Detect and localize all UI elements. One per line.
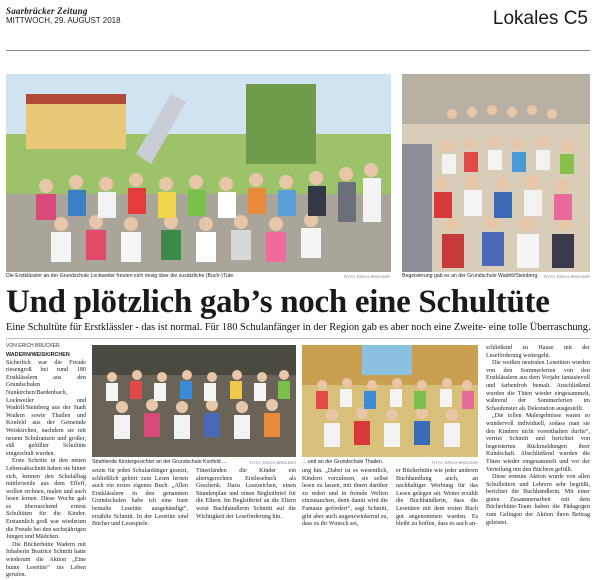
- issue-date: MITTWOCH, 29. AUGUST 2018: [6, 16, 121, 25]
- photo-caption: Strahlende Kindergesichter an der Grundschule Konfeld ...: [92, 459, 227, 465]
- article-column-2: [92, 468, 188, 528]
- group-photo-image: [92, 345, 296, 457]
- body-text: er Bücherhütte wie jeder anderen Buchhandlung auch, an nachhaltiger Werbung für das Lesen gelegen sei. Weiter erzählt die Buchhändlerin, dass die Lesetüten mit dem ersten Buch gut angenommen wurden. Es bleibt zu hoffen, dass es auch an-: [396, 468, 478, 528]
- body-text: schließend zu Hause mit der Leseförderung weitergeht.: [486, 345, 590, 359]
- photo-credit: FOTO: ERICH BRÜCKER: [343, 274, 390, 279]
- article-column-6: [486, 345, 590, 524]
- body-text: ung hin. „Dabei ist es wesentlich, Kindern vorzulesen, sie selbst lesen zu lassen, mit ihnen darüber zu reden und in fremde Welten einzutauchen, denn damit wird die Fantasie gefördert“, sagt Schmitt, gibt aber auch augenzwinkernd zu, dass es ihr Wunsch sei,: [302, 468, 388, 528]
- article-byline: VON ERICH BRÜCKER: [6, 343, 60, 349]
- article-subline: Eine Schultüte für Erstklässler - das ist normal. Für 180 Schulanfänger in der Region gab es aber noch eine Zweite- eine tolle Überraschung.: [6, 322, 591, 333]
- body-text: Die weißen neutralen Lesetüten wurden von den Sommerferien von den Erstklässlern aus dem Vorjahr fantasievoll und farbenfroh bemalt. Anschließend wurden die Tüten wieder eingesammelt, während der Sommerferien im Schaufenster als Dekoration ausgestellt.: [486, 360, 590, 412]
- dateline: WADERN/WEISKIRCHEN: [6, 352, 70, 358]
- newspaper-name: Saarbrücker Zeitung: [6, 6, 88, 16]
- section-name: Lokales: [492, 8, 559, 29]
- page-number: C5: [563, 8, 588, 29]
- photo-credit: FOTO: ERICH BRÜCKER: [249, 460, 296, 465]
- headline-rule: [6, 338, 590, 339]
- photo-wadrill: [402, 74, 590, 272]
- article-column-1: [6, 352, 86, 579]
- section-label: [493, 8, 588, 30]
- body-text: „Die tollen Malergebnisse waren so wundervoll individuell, sodass man sie den Kindern nicht vorenthalten durfte“, verriet Schmitt und berichtet von begeisterten Rückmeldungen ihrer Kundschaft. Abschließend wurden die Tüten wieder eingesammelt und vor der Verteilung mit den Büchern gefüllt.: [486, 413, 590, 473]
- photo-caption: Begeisterung gab es an der Grundschule Wadrill/Steinberg.: [402, 273, 539, 279]
- article-headline: Und plötzlich gab’s noch eine Schultüte: [6, 284, 550, 320]
- photo-caption: Die Erstklässler an der Grundschule Lockweiler freuten sich riesig über die zusätzliche (Buch-)Tüte.: [6, 273, 235, 279]
- body-text: Die Bücherhütte Wadern mit Inhaberin Beatrice Schmitt hatte wiederum die Aktion „Eine bunte Lesetüte“ ins Leben gerufen.: [6, 541, 86, 579]
- masthead: [6, 6, 590, 46]
- article-column-4: [302, 468, 388, 528]
- body-text: setzte für jeden Schulanfänger gesetzt, schließlich gehört zum Lesen lernen auch ein erstes eigenes Buch. „Allen Erstklässlern in den genannten Grundschulen habe ich eine bunt bemalte Lesetüte ausgehändigt“, erzählte Schmitt. In der Lesetüte sind Bücher und Lesespiele.: [92, 468, 188, 528]
- article-column-3: [196, 468, 296, 524]
- body-text: Diese erneute Aktion wurde von allen Schulleitern und Lehrern sehr begrüßt, berichtet die Buchhändlerin. Mit einer guten Zusammenarbeit mit dem Bücherhütte-Team haben die Pädagogen zum Gelingen der Aktion ihren Beitrag geleistet.: [486, 474, 590, 526]
- photo-konfeld: [92, 345, 296, 457]
- photo-caption: ... und an der Grundschule Thailen.: [302, 459, 384, 465]
- body-text: Tütenfänden die Kinder ein altersgerechtes Erstlesebuch als Geschenk. Dazu Lesezeichen, einen Stundenplan und einen Begleitbrief für die Eltern. Im Begleitbrief an die Eltern weist Buchhändlerin Schmitt auf die Wichtigkeit der Leseförderung hin.: [196, 468, 296, 520]
- article-column-5: [396, 468, 478, 528]
- photo-thailen: [302, 345, 478, 457]
- photo-credit: FOTO: ERICH BRÜCKER: [543, 274, 590, 279]
- group-photo-image: [302, 345, 478, 457]
- body-text: Erste Schritte in den neuen Lebensabschnitt haben sie hinter sich, kennen den Schulalltag mittlerweile aus dem Effeff, wollen rechnen, malen und auch lesen lernen. Diese Woche gab es überraschend erneut Schultüten für die Kinder. Erstaunlich groß war wiederum die Freude bei den sechsjährigen Jungen und Mädchen.: [6, 458, 86, 541]
- body-text: Sicherlich war die Freude riesengroß bei rund 180 Erstklässlern aus den Grundschulen Nunkirchen/Bardenbach, Lockweiler und Wadrill/Steinberg aus der Stadt Wadern sowie Thailen und Konfeld aus der Gemeinde Weiskirchen, nachdem sie mit neuem Schulranzen und großer, süß gefüllter Schultüte eingeschult wurden.: [6, 359, 86, 457]
- photo-lockweiler: [6, 74, 391, 272]
- group-photo-image: [402, 74, 590, 272]
- photo-credit: FOTO: ERICH BRÜCKER: [431, 460, 478, 465]
- group-photo-image: [6, 74, 391, 272]
- masthead-rule: [6, 50, 590, 51]
